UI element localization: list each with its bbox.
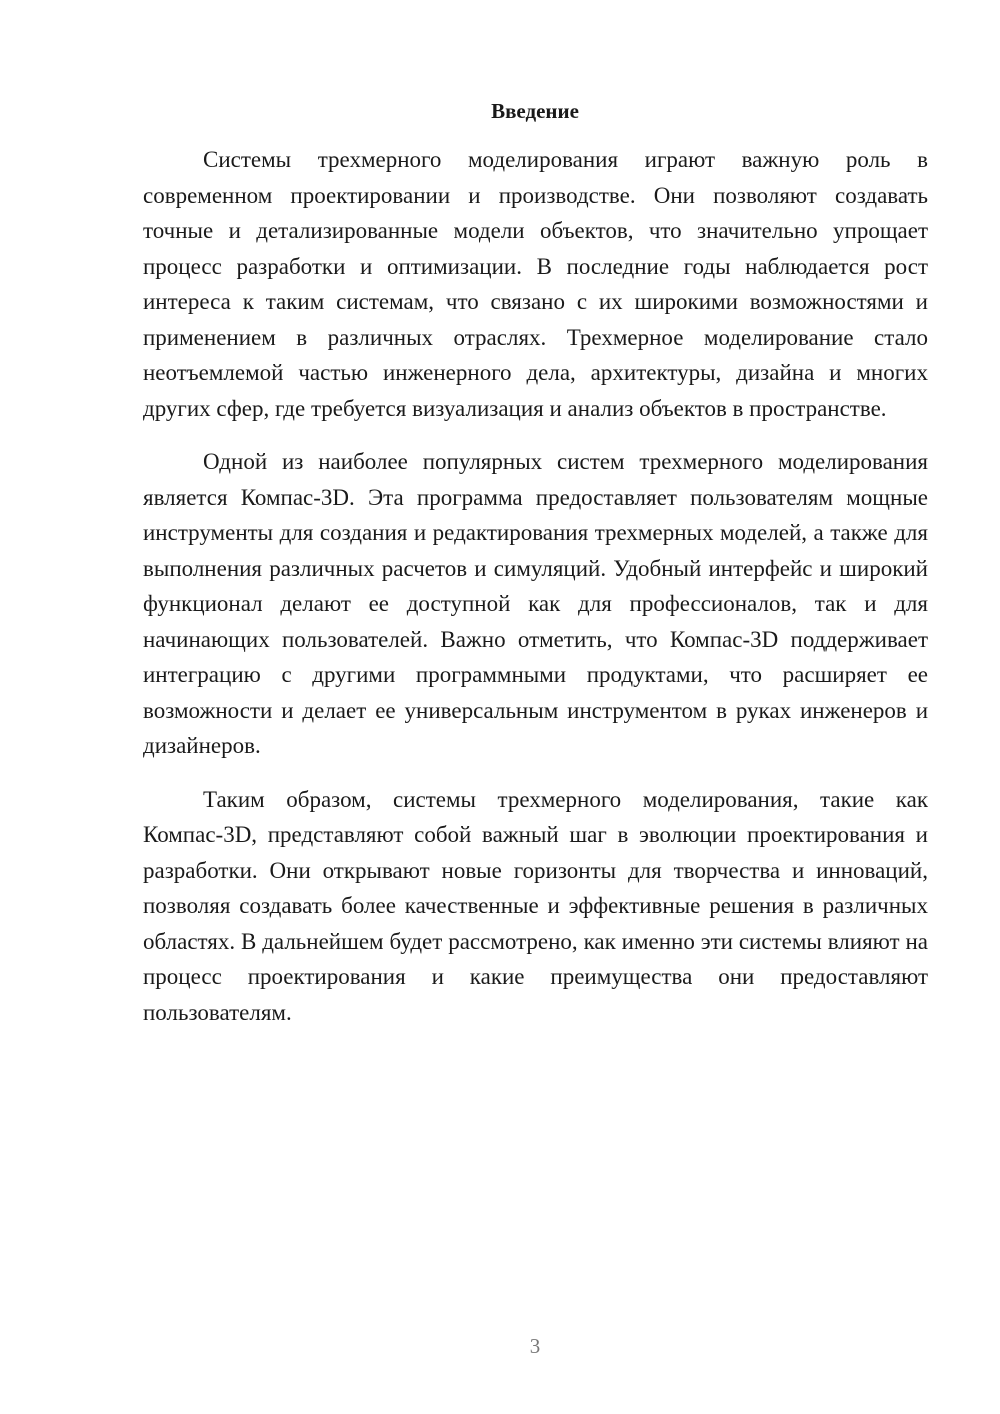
section-title: Введение	[491, 99, 579, 123]
body-text	[143, 142, 928, 1048]
paragraph-3: Таким образом, системы трехмерного моделирования, такие как Компас-3D, представляют собой важный шаг в эволюции проектирования и разработки. Они открывают новые горизонты для творчества и инноваций, позволяя создавать более качественные и эффективные решения в различных областях. В дальнейшем будет рассмотрено, как именно эти системы влияют на процесс проектирования и какие преимущества они предоставляют пользователям.	[143, 786, 928, 1025]
paragraph-1: Системы трехмерного моделирования играют важную роль в современном проектировании и производстве. Они позволяют создавать точные и детализированные модели объектов, что значительно упрощает процесс разработки и оптимизации. В последние годы наблюдается рост интереса к таким системам, что связано с их широкими возможностями и применением в различных отраслях. Трехмерное моделирование стало неотъемлемой частью инженерного дела, архитектуры, дизайна и многих других сфер, где требуется визуализация и анализ объектов в пространстве.	[143, 147, 928, 421]
paragraph-2: Одной из наиболее популярных систем трехмерного моделирования является Компас-3D. Эта программа предоставляет пользователям мощные инструменты для создания и редактирования трехмерных моделей, а также для выполнения различных расчетов и симуляций. Удобный интерфейс и широкий функционал делают ее доступной как для профессионалов, так и для начинающих пользователей. Важно отметить, что Компас-3D поддерживает интеграцию с другими программными продуктами, что расширяет ее возможности и делает ее универсальным инструментом в руках инженеров и дизайнеров.	[143, 449, 928, 758]
page-number: 3	[529, 1334, 541, 1358]
